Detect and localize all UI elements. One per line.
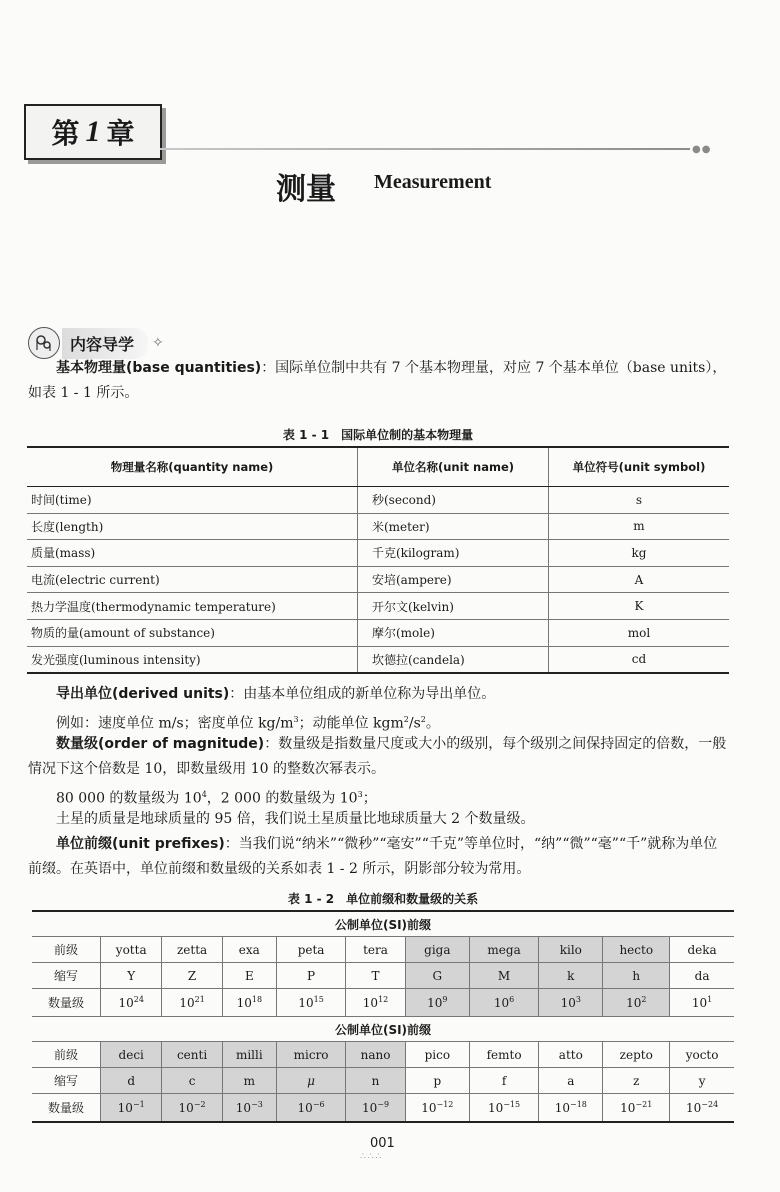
- prefix-magnitude-table: [32, 910, 734, 1123]
- exponent: 9: [442, 995, 448, 1004]
- row-label: 缩写: [32, 1068, 101, 1094]
- table-row: [32, 989, 734, 1017]
- table-cell: [222, 989, 276, 1017]
- row-label: 前级: [32, 1042, 101, 1068]
- prefixes-text: ：当我们说“纳米”“微秒”“毫安”“千克”等单位时，“纳”“微”“毫”“千”就称为单位前缀。在英语中，单位前缀和数量级的关系如表 1 - 2 所示，阴影部分较为常用。: [28, 836, 718, 877]
- magnitude-example-2: 土星的质量是地球质量的 95 倍，我们说土星质量比地球质量大 2 个数量级。: [56, 811, 535, 827]
- table2-caption: 表 1 - 2 单位前缀和数量级的关系: [287, 892, 479, 906]
- column-header: 物理量名称(quantity name): [27, 447, 358, 487]
- table-cell: [469, 989, 538, 1017]
- table-cell: atto: [539, 1042, 603, 1068]
- table-cell: mega: [469, 937, 538, 963]
- prefixes-term: 单位前缀(unit prefixes): [56, 836, 225, 852]
- table-cell: pico: [405, 1042, 469, 1068]
- page-number: 001: [370, 1136, 395, 1151]
- chapter-divider: [160, 148, 690, 150]
- table-cell: [405, 1094, 469, 1123]
- exponent: −6: [312, 1100, 325, 1109]
- table-row: [27, 646, 729, 673]
- table-cell: kg: [549, 540, 730, 567]
- table-cell: [346, 1094, 406, 1123]
- table-cell: Z: [162, 963, 222, 989]
- table-cell: h: [603, 963, 670, 989]
- table-group-header-row: [32, 911, 734, 937]
- table-cell: n: [346, 1068, 406, 1094]
- table-cell: p: [405, 1068, 469, 1094]
- table-cell: G: [405, 963, 469, 989]
- chapter-prefix: 第: [51, 117, 80, 150]
- table-cell: [346, 989, 406, 1017]
- magnitude-base: 10: [487, 1101, 504, 1115]
- table-cell: exa: [222, 937, 276, 963]
- table-cell: [539, 1094, 603, 1123]
- magnitude-base: 10: [297, 1101, 313, 1115]
- exponent: 3: [293, 715, 299, 724]
- table-cell: A: [549, 566, 730, 593]
- pulley-icon: [28, 327, 60, 359]
- table-cell: femto: [469, 1042, 538, 1068]
- derived-example-text: /s: [408, 715, 421, 732]
- table-cell: 热力学温度(thermodynamic temperature): [27, 593, 358, 620]
- table-cell: M: [469, 963, 538, 989]
- table-cell: nano: [346, 1042, 406, 1068]
- table-row: [27, 619, 729, 646]
- table-cell: [162, 989, 222, 1017]
- table-cell: a: [539, 1068, 603, 1094]
- table-cell: cd: [549, 646, 730, 673]
- row-label: 数量级: [32, 989, 101, 1017]
- table-cell: tera: [346, 937, 406, 963]
- table-cell: 物质的量(amount of substance): [27, 619, 358, 646]
- magnitude-term: 数量级(order of magnitude): [56, 736, 265, 752]
- chapter-suffix: 章: [106, 117, 135, 150]
- table-cell: yocto: [670, 1042, 734, 1068]
- table-cell: [276, 989, 345, 1017]
- intro-term: 基本物理量(base quantities): [56, 360, 262, 376]
- table-cell: μ: [276, 1068, 345, 1094]
- derived-text: ：由基本单位组成的新单位称为导出单位。: [229, 686, 496, 702]
- magnitude-base: 10: [493, 996, 510, 1010]
- row-label: 前级: [32, 937, 101, 963]
- table-cell: zepto: [603, 1042, 670, 1068]
- table-cell: f: [469, 1068, 538, 1094]
- exponent: −24: [701, 1100, 719, 1109]
- magnitude-base: 10: [362, 996, 379, 1010]
- exponent: 3: [575, 995, 581, 1004]
- derived-term: 导出单位(derived units): [56, 686, 230, 702]
- table1-caption: 表 1 - 1 国际单位制的基本物理量: [282, 428, 474, 442]
- magnitude-example-text: 80 000 的数量级为 10: [56, 790, 202, 807]
- table-cell: 质量(mass): [27, 540, 358, 567]
- exponent: 3: [357, 790, 363, 799]
- magnitude-base: 10: [361, 1101, 378, 1115]
- table-cell: centi: [162, 1042, 222, 1068]
- magnitude-example-text: ；: [362, 790, 377, 807]
- derived-units-paragraph: [28, 682, 730, 707]
- exponent: 18: [251, 995, 263, 1004]
- table-cell: yotta: [101, 937, 162, 963]
- exponent: 12: [378, 995, 389, 1004]
- magnitude-base: 10: [626, 996, 642, 1010]
- table-cell: P: [276, 963, 345, 989]
- exponent: −15: [503, 1100, 521, 1109]
- chapter-dots-ornament: ●●: [692, 144, 712, 155]
- exponent: 15: [313, 995, 324, 1004]
- magnitude-base: 10: [691, 996, 708, 1010]
- table-cell: y: [670, 1068, 734, 1094]
- exponent: 21: [194, 995, 205, 1004]
- table-cell: deka: [670, 937, 734, 963]
- magnitude-base: 10: [178, 1101, 194, 1115]
- table-cell: 千克(kilogram): [358, 540, 549, 567]
- exponent: 6: [509, 995, 515, 1004]
- column-header: 单位符号(unit symbol): [549, 447, 730, 487]
- chapter-number: 1: [85, 115, 101, 148]
- table-row: [27, 513, 729, 540]
- table-cell: [603, 1094, 670, 1123]
- table-cell: [101, 989, 162, 1017]
- prefixes-paragraph: [28, 832, 730, 882]
- table-row: [32, 937, 734, 963]
- exponent: 24: [133, 995, 144, 1004]
- table-row: [32, 1068, 734, 1094]
- exponent: −9: [377, 1100, 390, 1109]
- table-cell: 摩尔(mole): [358, 619, 549, 646]
- magnitude-base: 10: [421, 1101, 437, 1115]
- page-ornament: ∴∴∴: [360, 1152, 384, 1162]
- table-cell: giga: [405, 937, 469, 963]
- table-cell: c: [162, 1068, 222, 1094]
- table-cell: micro: [276, 1042, 345, 1068]
- table-cell: k: [539, 963, 603, 989]
- magnitude-base: 10: [179, 996, 195, 1010]
- exponent: −1: [132, 1100, 145, 1109]
- exponent: −21: [635, 1100, 653, 1109]
- table-cell: 安培(ampere): [358, 566, 549, 593]
- table-cell: mol: [549, 619, 730, 646]
- table-cell: zetta: [162, 937, 222, 963]
- table-cell: 开尔文(kelvin): [358, 593, 549, 620]
- table-cell: z: [603, 1068, 670, 1094]
- magnitude-base: 10: [236, 996, 252, 1010]
- page-title-english: Measurement: [374, 171, 492, 193]
- table-cell: [469, 1094, 538, 1123]
- magnitude-text: ：数量级是指数量尺度或大小的级别，每个级别之间保持固定的倍数，一般情况下这个倍数是 10，即数量级用 10 的整数次幂表示。: [28, 736, 727, 777]
- magnitude-base: 10: [560, 996, 576, 1010]
- exponent: 4: [201, 790, 207, 799]
- table-cell: 米(meter): [358, 513, 549, 540]
- magnitude-base: 10: [117, 1101, 133, 1115]
- section-label: [28, 328, 164, 358]
- magnitude-base: 10: [620, 1101, 636, 1115]
- intro-paragraph: [28, 356, 730, 406]
- table-cell: m: [549, 513, 730, 540]
- magnitude-base: 10: [298, 996, 314, 1010]
- table-cell: T: [346, 963, 406, 989]
- table-cell: [101, 1094, 162, 1123]
- table-cell: peta: [276, 937, 345, 963]
- table-cell: d: [101, 1068, 162, 1094]
- table-cell: s: [549, 487, 730, 514]
- base-quantities-table: [27, 446, 729, 674]
- table-cell: E: [222, 963, 276, 989]
- table-group-header-row: [32, 1017, 734, 1042]
- table-cell: Y: [101, 963, 162, 989]
- table-cell: [222, 1094, 276, 1123]
- table-cell: 发光强度(luminous intensity): [27, 646, 358, 673]
- magnitude-base: 10: [118, 996, 134, 1010]
- table-row: [27, 593, 729, 620]
- table-cell: hecto: [603, 937, 670, 963]
- exponent: 2: [403, 715, 409, 724]
- table-cell: [162, 1094, 222, 1123]
- magnitude-base: 10: [554, 1101, 571, 1115]
- table-cell: 时间(time): [27, 487, 358, 514]
- column-header: 单位名称(unit name): [358, 447, 549, 487]
- table-row: [32, 1094, 734, 1123]
- table-cell: [603, 989, 670, 1017]
- magnitude-base: 10: [686, 1101, 702, 1115]
- table-row: [32, 1042, 734, 1068]
- group-title: 公制单位(SI)前缀: [32, 1017, 734, 1042]
- table-cell: milli: [222, 1042, 276, 1068]
- table-cell: 电流(electric current): [27, 566, 358, 593]
- group-title: 公制单位(SI)前缀: [32, 911, 734, 937]
- magnitude-example-text: ，2 000 的数量级为 10: [206, 790, 358, 807]
- section-label-text: 内容导学: [62, 328, 148, 359]
- magnitude-paragraph: [28, 732, 730, 782]
- derived-example-text: ；动能单位 kgm: [298, 715, 404, 732]
- table-cell: kilo: [539, 937, 603, 963]
- table-header-row: [27, 447, 729, 487]
- table-cell: 长度(length): [27, 513, 358, 540]
- magnitude-base: 10: [427, 996, 443, 1010]
- exponent: −12: [436, 1100, 454, 1109]
- exponent: 2: [420, 715, 426, 724]
- table-cell: [670, 989, 734, 1017]
- row-label: 数量级: [32, 1094, 101, 1123]
- table-cell: 秒(second): [358, 487, 549, 514]
- table-cell: K: [549, 593, 730, 620]
- table-cell: m: [222, 1068, 276, 1094]
- sparkle-icon: ✧: [152, 335, 164, 351]
- exponent: −2: [193, 1100, 206, 1109]
- row-label: 缩写: [32, 963, 101, 989]
- table-row: [32, 963, 734, 989]
- intro-text: ：国际单位制中共有 7 个基本物理量，对应 7 个基本单位（base units），如表 1 - 1 所示。: [28, 360, 727, 401]
- table-cell: [405, 989, 469, 1017]
- table-cell: da: [670, 963, 734, 989]
- derived-example-text: 例如：速度单位 m/s；密度单位 kg/m: [56, 715, 294, 732]
- exponent: −3: [251, 1100, 263, 1109]
- table-cell: 坎德拉(candela): [358, 646, 549, 673]
- chapter-badge: [24, 104, 162, 160]
- exponent: 1: [707, 995, 713, 1004]
- table-row: [27, 487, 729, 514]
- table-row: [27, 566, 729, 593]
- page-title-chinese: 测量: [276, 172, 336, 207]
- magnitude-base: 10: [235, 1101, 252, 1115]
- derived-example-text: 。: [425, 715, 440, 732]
- exponent: 2: [641, 995, 647, 1004]
- table-cell: deci: [101, 1042, 162, 1068]
- exponent: −18: [570, 1100, 587, 1109]
- table-cell: [276, 1094, 345, 1123]
- table-row: [27, 540, 729, 567]
- table-cell: [539, 989, 603, 1017]
- table-cell: [670, 1094, 734, 1123]
